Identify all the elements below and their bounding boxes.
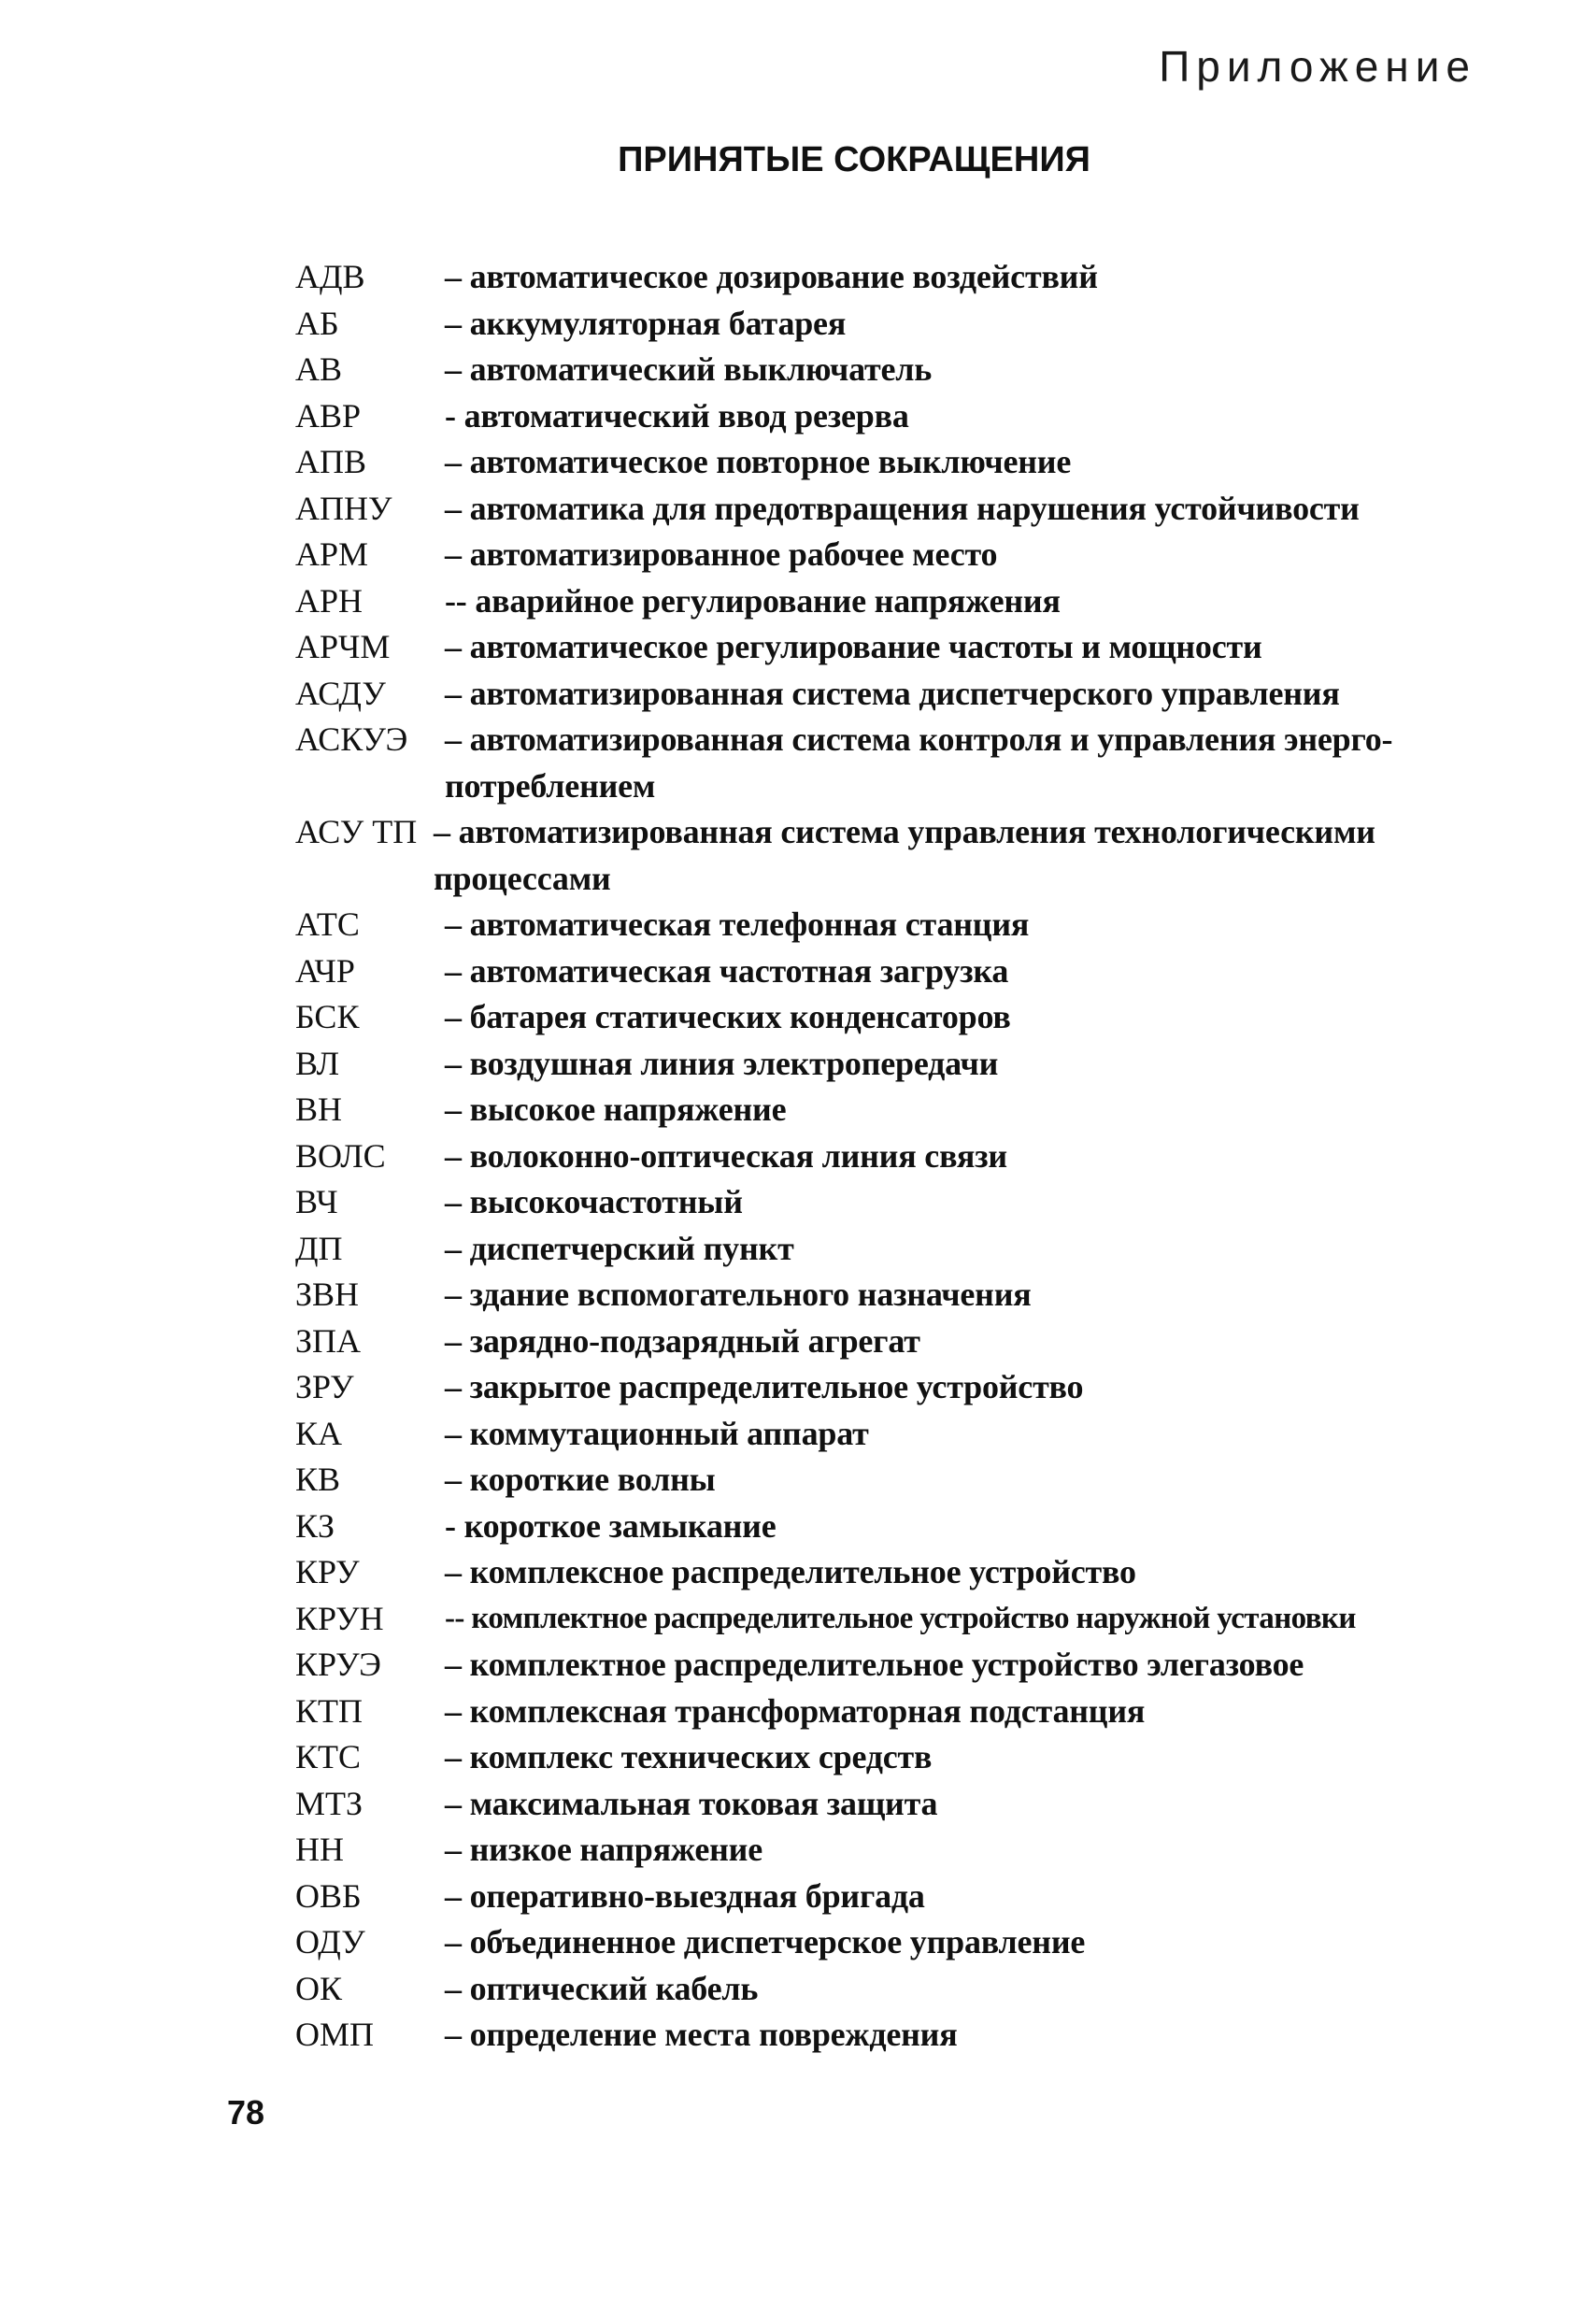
list-item xyxy=(295,1364,1510,1411)
abbreviation-term: АСУ ТП xyxy=(295,813,418,850)
abbreviation-definition: – оперативно-выездная бригада xyxy=(445,1876,925,1915)
abbreviation-definition: – здание вспомогательного назначения xyxy=(445,1276,1032,1313)
abbreviation-term: КА xyxy=(295,1414,343,1452)
list-item xyxy=(295,578,1510,625)
abbreviation-term: ЗРУ xyxy=(295,1368,354,1405)
abbreviation-definition: – автоматическое дозирование воздействий xyxy=(445,258,1098,295)
abbreviation-definition: – автоматизированное рабочее место xyxy=(445,535,998,573)
list-item xyxy=(295,1919,1510,1966)
abbreviation-definition: – волоконно-оптическая линия связи xyxy=(445,1136,1007,1175)
abbreviation-definition: – автоматическая частотная загрузка xyxy=(445,951,1009,990)
list-item xyxy=(295,1319,1510,1365)
abbreviation-definition: – коммутационный аппарат xyxy=(445,1414,869,1452)
list-item xyxy=(295,902,1510,948)
abbreviation-definition: – батарея статических конденсаторов xyxy=(445,998,1011,1035)
abbreviation-term: МТЗ xyxy=(295,1784,363,1822)
abbreviation-definition: – автоматика для предотвращения нарушения устойчивости xyxy=(445,489,1360,527)
abbreviation-definition: – автоматическое повторное выключение xyxy=(445,443,1072,480)
abbreviation-term: ВН xyxy=(295,1091,343,1128)
list-item xyxy=(295,1504,1510,1550)
list-item xyxy=(295,393,1510,440)
abbreviation-term: АТС xyxy=(295,905,360,943)
list-item xyxy=(295,1781,1510,1828)
list-item xyxy=(295,1179,1510,1226)
list-item xyxy=(295,301,1510,348)
abbreviation-definition: – комплексная трансформаторная подстанция xyxy=(445,1691,1146,1730)
list-item xyxy=(295,347,1510,393)
abbreviation-definition: – аккумуляторная батарея xyxy=(445,304,847,342)
list-item xyxy=(295,486,1510,533)
list-item xyxy=(295,1734,1510,1781)
abbreviation-term: НН xyxy=(295,1831,344,1868)
list-item xyxy=(295,1549,1510,1596)
list-item xyxy=(295,1966,1510,2013)
abbreviation-term: ОВБ xyxy=(295,1876,362,1915)
abbreviation-definition: – определение места повреждения xyxy=(445,2016,958,2053)
abbreviation-term: АРМ xyxy=(295,535,369,573)
list-item xyxy=(295,254,1510,301)
abbreviation-definition: – максимальная токовая защита xyxy=(445,1784,938,1822)
abbreviation-definition: – воздушная линия электропередачи xyxy=(445,1044,999,1082)
abbreviation-definition: – автоматизированная система диспетчерского управления xyxy=(445,674,1340,712)
list-item xyxy=(295,809,1510,902)
abbreviation-term: КТП xyxy=(295,1691,363,1730)
abbreviation-definition: – автоматизированная система контроля и управления энерго-потреблением xyxy=(445,720,1393,805)
list-item xyxy=(295,1874,1510,1920)
abbreviation-definition: – высокочастотный xyxy=(445,1183,743,1220)
abbreviation-list xyxy=(295,254,1510,2059)
list-item xyxy=(295,994,1510,1041)
list-item xyxy=(295,1827,1510,1874)
abbreviation-term: АПНУ xyxy=(295,489,392,527)
abbreviation-term: ОК xyxy=(295,1969,343,2007)
abbreviation-term: КРУ xyxy=(295,1553,360,1590)
abbreviation-definition: – закрытое распределительное устройство xyxy=(445,1368,1084,1405)
abbreviation-term: АЧР xyxy=(295,951,355,990)
abbreviation-term: АСКУЭ xyxy=(295,720,408,758)
abbreviation-definition: – комплектное распределительное устройство элегазовое xyxy=(445,1646,1304,1683)
abbreviation-term: ЗПА xyxy=(295,1321,362,1360)
abbreviation-term: АСДУ xyxy=(295,674,386,712)
abbreviation-term: ДП xyxy=(295,1229,343,1267)
abbreviation-definition: – диспетчерский пункт xyxy=(445,1229,794,1267)
abbreviation-definition: -- комплектное распределительное устройство наружной установки xyxy=(445,1601,1356,1635)
abbreviation-definition: – комплексное распределительное устройство xyxy=(445,1553,1136,1590)
list-item xyxy=(295,948,1510,995)
abbreviation-term: АДВ xyxy=(295,258,365,295)
page-title: ПРИНЯТЫЕ СОКРАЩЕНИЯ xyxy=(618,140,1090,179)
abbreviation-term: ВЛ xyxy=(295,1044,340,1082)
abbreviation-term: АПВ xyxy=(295,443,367,480)
list-item xyxy=(295,2012,1510,2059)
list-item xyxy=(295,1226,1510,1273)
list-item xyxy=(295,1642,1510,1689)
abbreviation-term: ВЧ xyxy=(295,1183,338,1220)
abbreviation-definition: – комплекс технических средств xyxy=(445,1738,933,1775)
list-item xyxy=(295,1133,1510,1180)
list-item xyxy=(295,624,1510,671)
abbreviation-term: КРУН xyxy=(295,1599,384,1637)
list-item xyxy=(295,1272,1510,1319)
abbreviation-term: КВ xyxy=(295,1461,341,1498)
abbreviation-term: КЗ xyxy=(295,1506,335,1545)
list-item xyxy=(295,1689,1510,1735)
list-item xyxy=(295,717,1510,809)
abbreviation-term: АБ xyxy=(295,304,339,342)
abbreviation-term: АРЧМ xyxy=(295,628,391,665)
list-item xyxy=(295,1457,1510,1504)
section-label: Приложение xyxy=(1159,42,1476,91)
list-item xyxy=(295,1087,1510,1133)
list-item xyxy=(295,1411,1510,1458)
abbreviation-definition: – зарядно-подзарядный агрегат xyxy=(445,1321,920,1360)
page-number: 78 xyxy=(227,2093,265,2132)
abbreviation-term: ВОЛС xyxy=(295,1136,386,1175)
abbreviation-definition: – короткие волны xyxy=(445,1461,716,1498)
abbreviation-term: ОМП xyxy=(295,2016,375,2053)
abbreviation-term: КРУЭ xyxy=(295,1646,381,1683)
abbreviation-definition: – объединенное диспетчерское управление xyxy=(445,1923,1086,1960)
list-item xyxy=(295,1596,1510,1643)
abbreviation-definition: - короткое замыкание xyxy=(445,1506,777,1545)
abbreviation-definition: – автоматическая телефонная станция xyxy=(445,905,1030,943)
abbreviation-term: ОДУ xyxy=(295,1923,365,1960)
abbreviation-definition: – автоматизированная система управления технологическими процессами xyxy=(434,813,1375,897)
list-item xyxy=(295,439,1510,486)
abbreviation-definition: – высокое напряжение xyxy=(445,1091,787,1128)
abbreviation-term: АВР xyxy=(295,396,362,435)
abbreviation-term: КТС xyxy=(295,1738,362,1775)
abbreviation-term: АВ xyxy=(295,350,343,388)
abbreviation-definition: – низкое напряжение xyxy=(445,1831,762,1868)
abbreviation-definition: – оптический кабель xyxy=(445,1969,759,2007)
abbreviation-definition: – автоматическое регулирование частоты и мощности xyxy=(445,628,1262,665)
list-item xyxy=(295,1041,1510,1088)
abbreviation-term: ЗВН xyxy=(295,1276,360,1313)
abbreviation-definition: -- аварийное регулирование напряжения xyxy=(445,581,1061,620)
abbreviation-term: АРН xyxy=(295,581,363,620)
list-item xyxy=(295,671,1510,718)
abbreviation-definition: - автоматический ввод резерва xyxy=(445,396,909,435)
abbreviation-definition: – автоматический выключатель xyxy=(445,350,933,388)
abbreviation-term: БСК xyxy=(295,998,360,1035)
list-item xyxy=(295,532,1510,578)
